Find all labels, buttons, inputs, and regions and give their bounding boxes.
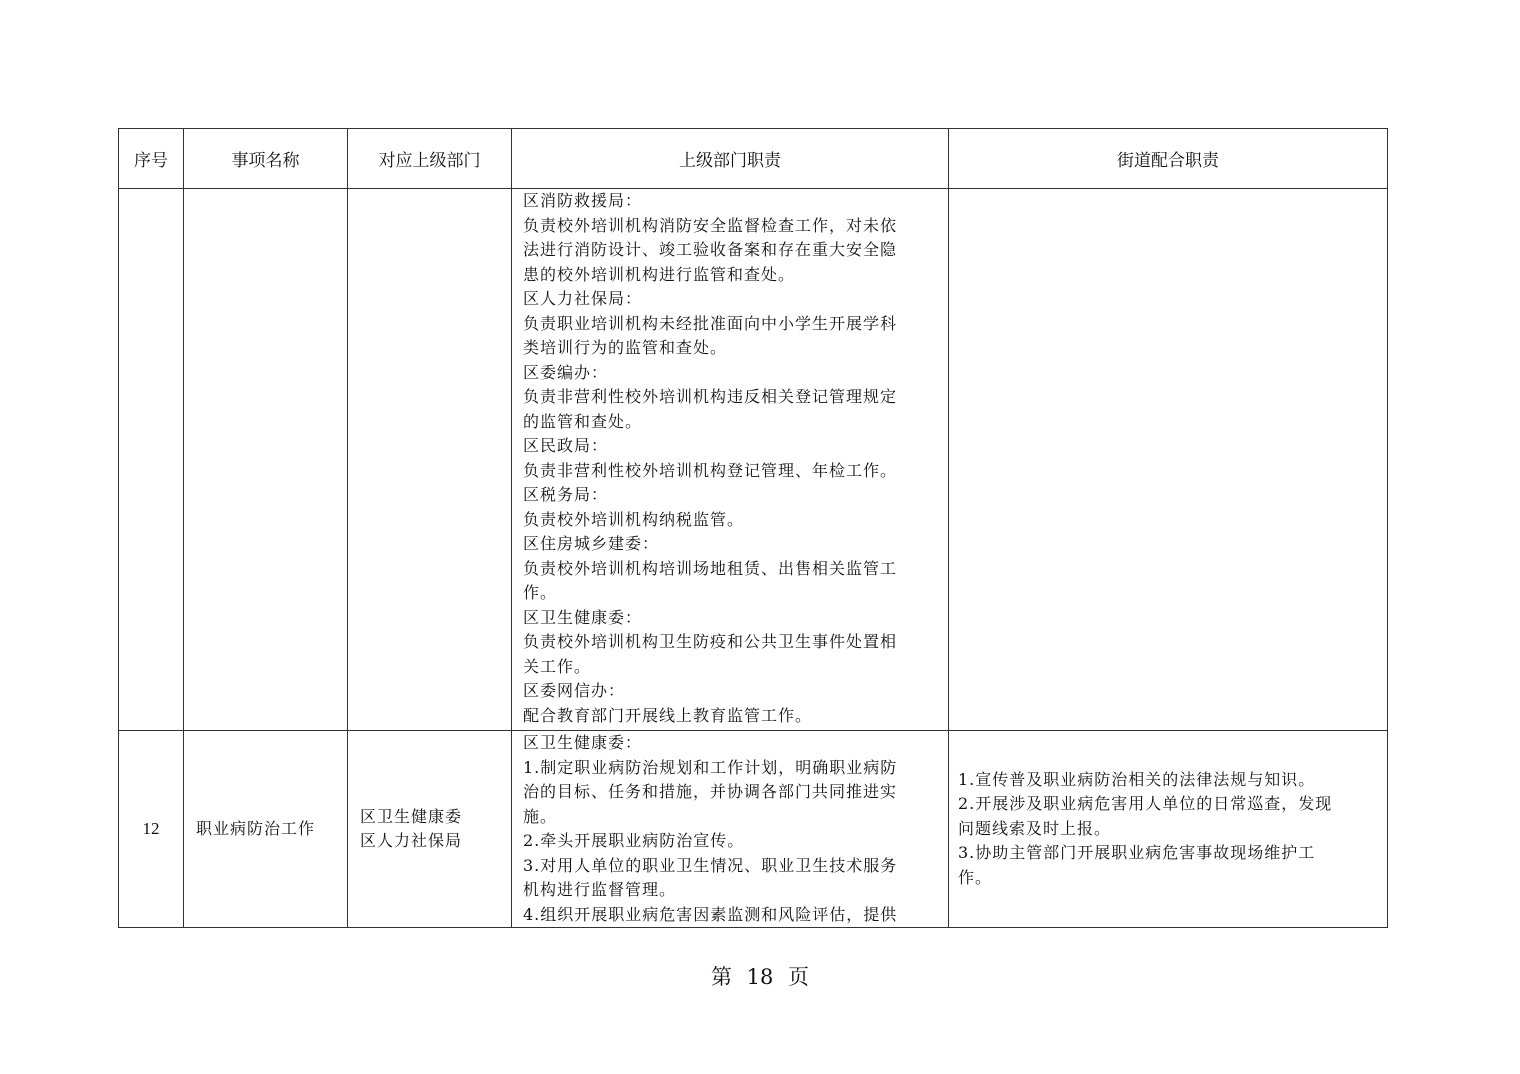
text-line: 负责校外培训机构消防安全监督检查工作，对未依 <box>523 215 898 235</box>
text-line: 2.开展涉及职业病危害用人单位的日常巡查，发现 <box>958 794 1333 814</box>
street-duties-cell <box>949 189 1388 731</box>
text-line: 负责非营利性校外培训机构违反相关登记管理规定 <box>523 387 898 406</box>
header-superior-duties: 上级部门职责 <box>512 129 949 189</box>
text-line: 区住房城乡建委： <box>523 534 660 553</box>
text-line: 患的校外培训机构进行监管和查处。 <box>523 264 796 284</box>
text-line: 区委编办： <box>523 362 609 382</box>
text-line: 区委网信办： <box>523 681 626 700</box>
superior-duties-clip <box>523 731 940 927</box>
text-line: 区人力社保局： <box>523 289 643 308</box>
text-line: 3.对用人单位的职业卫生情况、职业卫生技术服务 <box>523 855 898 875</box>
text-line: 1.宣传普及职业病防治相关的法律法规与知识。 <box>958 769 1316 789</box>
text-line: 的监管和查处。 <box>523 411 643 431</box>
superior-department-cell <box>348 189 512 731</box>
text-line: 1.制定职业病防治规划和工作计划，明确职业病防 <box>523 757 898 777</box>
page-number: 18 <box>746 965 774 989</box>
text-line: 治的目标、任务和措施，并协调各部门共同推进实 <box>523 782 898 801</box>
page-prefix: 第 <box>710 965 732 989</box>
table-row <box>119 189 1388 731</box>
text-line: 4.组织开展职业病危害因素监测和风险评估，提供 <box>523 904 898 924</box>
text-line: 2.牵头开展职业病防治宣传。 <box>523 831 745 850</box>
text-line: 负责校外培训机构纳税监管。 <box>523 509 745 529</box>
text-line: 关工作。 <box>523 656 592 676</box>
table-header-row <box>119 129 1388 189</box>
item-name-cell <box>184 189 348 731</box>
duties-table <box>118 128 1388 928</box>
text-line: 负责非营利性校外培训机构登记管理、年检工作。 <box>523 460 898 480</box>
text-line: 问题线索及时上报。 <box>958 818 1112 838</box>
text-line: 机构进行监督管理。 <box>523 880 677 899</box>
superior-duties-cell <box>512 731 949 928</box>
seq-cell <box>119 189 184 731</box>
header-superior-department: 对应上级部门 <box>348 129 512 189</box>
header-item-name: 事项名称 <box>184 129 348 189</box>
text-line: 3.协助主管部门开展职业病危害事故现场维护工 <box>958 843 1316 863</box>
text-line: 负责校外培训机构培训场地租赁、出售相关监管工 <box>523 558 898 578</box>
document-page <box>118 128 1388 928</box>
header-street-duties: 街道配合职责 <box>949 129 1388 189</box>
table-row <box>119 731 1388 928</box>
text-line: 区人力社保局 <box>360 831 463 850</box>
seq-cell: 12 <box>119 731 184 928</box>
text-line: 作。 <box>958 867 993 887</box>
text-line: 区税务局： <box>523 485 609 504</box>
text-line: 区卫生健康委 <box>360 807 463 826</box>
text-line: 法进行消防设计、竣工验收备案和存在重大安全隐 <box>523 240 898 259</box>
text-line: 区卫生健康委： <box>523 733 643 752</box>
superior-department-cell <box>348 731 512 928</box>
text-line: 负责职业培训机构未经批准面向中小学生开展学科 <box>523 313 898 333</box>
street-duties-cell <box>949 731 1388 928</box>
superior-duties-cell <box>512 189 949 731</box>
header-seq: 序号 <box>119 129 184 189</box>
text-line: 类培训行为的监管和查处。 <box>523 338 728 357</box>
item-name-cell: 职业病防治工作 <box>184 731 348 928</box>
text-line: 区民政局： <box>523 436 609 455</box>
text-line: 配合教育部门开展线上教育监管工作。 <box>523 705 813 725</box>
text-line: 施。 <box>523 806 558 826</box>
page-suffix: 页 <box>788 965 810 989</box>
text-line: 负责校外培训机构卫生防疫和公共卫生事件处置相 <box>523 632 898 651</box>
page-footer <box>0 961 1520 991</box>
text-line: 作。 <box>523 583 558 602</box>
text-line: 区卫生健康委： <box>523 607 643 627</box>
text-line: 区消防救援局： <box>523 191 643 210</box>
